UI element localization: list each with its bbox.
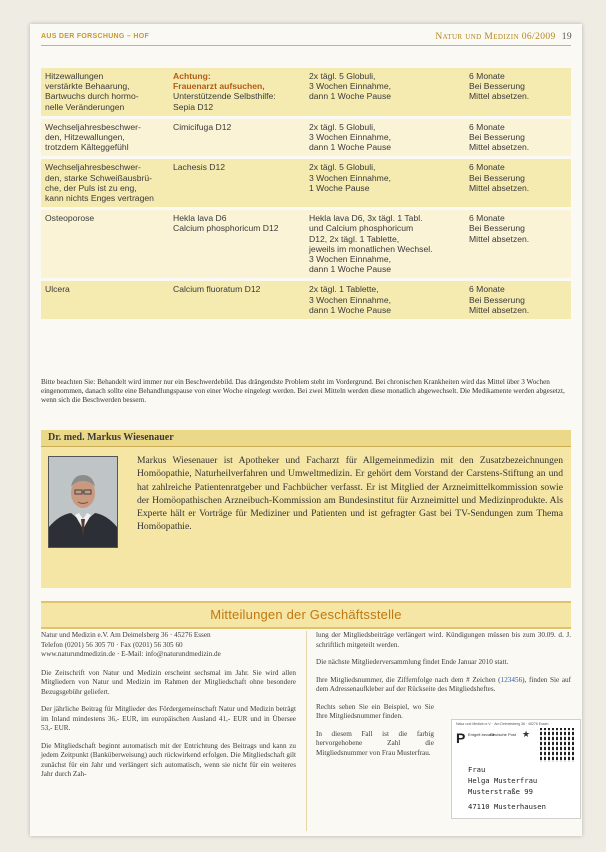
cell-line: 2x tägl. 5 Globuli, bbox=[309, 71, 376, 81]
recipient-address bbox=[468, 764, 546, 812]
cell-line: dann 1 Woche Pause bbox=[309, 91, 392, 102]
cell-line: verstärkte Behaarung, bbox=[45, 81, 130, 92]
cell-line: den, Hitzewallungen, bbox=[45, 132, 125, 143]
recipient-line: Helga Musterfrau bbox=[468, 776, 538, 785]
sender-line: Natur und Medizin e.V. · Am Deimelsberg 36 · 45276 Essen bbox=[456, 722, 549, 726]
cell-line: Wechseljahresbeschwer- bbox=[45, 121, 141, 132]
cell-line: Bei Besserung bbox=[469, 294, 525, 305]
cell-line: 6 Monate bbox=[469, 71, 505, 81]
recipient-line: Musterstraße 99 bbox=[468, 787, 533, 796]
cell-line: 3 Wochen Einnahme, bbox=[309, 172, 392, 183]
cell-line: Cimicifuga D12 bbox=[173, 121, 232, 132]
dosage-cell bbox=[305, 158, 465, 209]
cell-line: Mittel absetzen. bbox=[469, 233, 530, 244]
address-line: Natur und Medizin e.V. Am Deimelsberg 36 · 45276 Essen bbox=[41, 631, 211, 639]
cell-line: Mittel absetzen. bbox=[469, 182, 530, 193]
cell-line: 3 Wochen Einnahme, bbox=[309, 294, 392, 305]
example-text bbox=[316, 703, 434, 759]
table-row bbox=[41, 280, 571, 321]
remedy-table bbox=[41, 68, 571, 322]
info-paragraph: Die nächste Mitgliederversammlung findet Ende Januar 2010 statt. bbox=[316, 658, 509, 666]
condition-cell bbox=[41, 209, 169, 280]
cell-line: Hekla lava D6 bbox=[173, 213, 227, 224]
post-horn-icon: ★ bbox=[522, 729, 531, 739]
cell-line: Bei Besserung bbox=[469, 132, 525, 143]
treatment-note: Bitte beachten Sie: Behandelt wird immer nur ein Beschwerdebild. Das drängendste Problem steht im Vordergrund. Bei chronischen Krankheiten wird das Mittel über 3 Wochen eingenommen, danach sollte eine Behandlungspause von einer Woche eingelegt werden. Bei zwei Mitteln werden diese monatlich abgewechselt. Die Medikamente werden abgesetzt, wenn sich die Beschwerden bessern. bbox=[41, 378, 565, 405]
cell-line: Calcium phosphoricum D12 bbox=[173, 223, 279, 234]
cell-line: 2x tägl. 1 Tablette, bbox=[309, 284, 379, 295]
magazine-page bbox=[30, 24, 582, 836]
cell-line: Frauenarzt aufsuchen, bbox=[173, 81, 265, 92]
header-rule bbox=[41, 45, 571, 46]
postage-mark: P bbox=[456, 730, 466, 746]
cell-line: 1 Woche Pause bbox=[309, 182, 370, 193]
info-paragraph: In diesem Fall ist die farbig hervorgehobene Zahl die Mitgliedsnummer von Frau Musterfrau. bbox=[316, 729, 434, 757]
cell-line: Hitzewallungen bbox=[45, 71, 104, 81]
remedy-cell bbox=[169, 280, 305, 321]
qr-code-overlay bbox=[540, 728, 574, 762]
duration-cell bbox=[465, 280, 571, 321]
column-divider bbox=[306, 631, 307, 831]
cell-line: und Calcium phosphoricum bbox=[309, 223, 414, 234]
cell-line: Unterstützende Selbsthilfe: bbox=[173, 91, 276, 102]
dosage-cell bbox=[305, 117, 465, 158]
cell-line: 2x tägl. 5 Globuli, bbox=[309, 121, 376, 132]
cell-line: Achtung: bbox=[173, 71, 211, 81]
cell-line: Bei Besserung bbox=[469, 172, 525, 183]
condition-cell bbox=[41, 158, 169, 209]
duration-cell bbox=[465, 209, 571, 280]
cell-line: 6 Monate bbox=[469, 121, 505, 132]
table-row bbox=[41, 209, 571, 280]
bio-title: Dr. med. Markus Wiesenauer bbox=[48, 432, 174, 443]
remedy-cell bbox=[169, 209, 305, 280]
bio-title-bar bbox=[41, 430, 571, 447]
cell-line: 2x tägl. 5 Globuli, bbox=[309, 162, 376, 173]
dosage-cell bbox=[305, 280, 465, 321]
cell-line: 6 Monate bbox=[469, 162, 505, 173]
cell-line: den, starke Schweißausbrü- bbox=[45, 172, 152, 183]
cell-line: 3 Wochen Einnahme, bbox=[309, 132, 392, 143]
cell-line: 6 Monate bbox=[469, 284, 505, 295]
info-paragraph: Ihre Mitgliedsnummer, die Ziffernfolge nach dem # Zeichen (123456), finden Sie auf dem Adressenaufkleber auf der Rückseite des Mitgliedsheftes. bbox=[316, 675, 572, 693]
bio-text: Markus Wiesenauer ist Apotheker und Facharzt für Allgemeinmedizin mit den Zusatzbezeichnungen Homöopathie, Naturheilverfahren und Umweltmedizin. Er gehört dem Vorstand der Carstens-Stiftung an und hat zahlreiche Patientenratgeber und Fachbücher verfasst. Er ist Mitglied der Arzneimittelkommission sowie der Homöopathischen Arzneibuch-Kommission am Bundesinstitut für Arzneimittel und Medizinprodukte. Als Experte hält er Vorträge für Mediziner und Patienten und ist gefragter Gast bei TV-Sendungen zum Thema Homöopathie. bbox=[137, 455, 563, 533]
cell-line: Wechseljahresbeschwer- bbox=[45, 162, 141, 173]
member-number: 123456 bbox=[500, 675, 523, 684]
duration-cell bbox=[465, 158, 571, 209]
recipient-line: Frau bbox=[468, 765, 486, 774]
page-number: 19 bbox=[561, 32, 572, 42]
cell-line: Ulcera bbox=[45, 284, 70, 295]
table-row bbox=[41, 158, 571, 209]
recipient-city: 47110 Musterhausen bbox=[468, 802, 546, 811]
condition-cell bbox=[41, 117, 169, 158]
cell-line: Lachesis D12 bbox=[173, 162, 226, 173]
cell-line: Mittel absetzen. bbox=[469, 142, 530, 153]
info-paragraph: Rechts sehen Sie ein Beispiel, wo Sie Ihre Mitgliedsnummer finden. bbox=[316, 702, 434, 720]
info-paragraph: Die Mitgliedschaft beginnt automatisch mit der Entrichtung des Beitrags und kann zu jedem Zeitpunkt (Banküberweisung) auch rückwirkend erfolgen. Die Mitgliedschaft gilt zunächst für ein Jahr und verlängert sich automatisch, wenn sie nicht für ein weiteres Jahr durch Zah- bbox=[41, 741, 296, 778]
author-photo bbox=[48, 456, 118, 548]
address-line: Telefon (0201) 56 305 70 · Fax (0201) 56 305 60 bbox=[41, 640, 183, 649]
cell-line: 3 Wochen Einnahme, bbox=[309, 254, 392, 265]
postage-text: Entgelt bezahlt bbox=[468, 732, 495, 737]
magazine-name: Natur und Medizin 06/2009 bbox=[435, 32, 556, 42]
dosage-cell bbox=[305, 68, 465, 117]
section-title: Mitteilungen der Geschäftsstelle bbox=[210, 607, 402, 622]
cell-line: Osteoporose bbox=[45, 213, 95, 224]
condition-cell bbox=[41, 280, 169, 321]
duration-cell bbox=[465, 117, 571, 158]
cell-line: Calcium fluoratum D12 bbox=[173, 284, 261, 295]
cell-line: 6 Monate bbox=[469, 213, 505, 224]
remedy-cell bbox=[169, 117, 305, 158]
cell-line: nelle Veränderungen bbox=[45, 101, 125, 112]
table-row bbox=[41, 68, 571, 117]
info-paragraph: lung der Mitgliedsbeiträge verlängert wird. Kündigungen müssen bis zum 30.09. d. J. schriftlich mitgeteilt werden. bbox=[316, 631, 571, 649]
duration-cell bbox=[465, 68, 571, 117]
carrier-name: Deutsche Post bbox=[490, 732, 517, 737]
magazine-title bbox=[435, 32, 572, 42]
cell-line: Sepia D12 bbox=[173, 101, 214, 112]
address-line: www.naturundmedizin.de · E-Mail: info@naturundmedizin.de bbox=[41, 650, 221, 658]
info-paragraph: Der jährliche Beitrag für Mitglieder des Fördergemeinschaft Natur und Medizin beträgt im Inland mindestens 36,- EUR, im europäischen Ausland 41,- EUR und in Übersee 53,- EUR. bbox=[41, 705, 296, 732]
cell-line: jeweils im monatlichen Wechsel. bbox=[309, 243, 433, 254]
cell-line: Bei Besserung bbox=[469, 81, 525, 92]
cell-line: D12, 2x tägl. 1 Tablette, bbox=[309, 233, 400, 244]
cell-line: dann 1 Woche Pause bbox=[309, 142, 392, 153]
cell-line: Bei Besserung bbox=[469, 223, 525, 234]
info-paragraph: Die Zeitschrift von Natur und Medizin erscheint sechsmal im Jahr. Sie wird allen Mitgliedern von Natur und Medizin im Rahmen der Mitgliedschaft ohne besondere Bezugsgebühr geliefert. bbox=[41, 668, 296, 696]
table-row bbox=[41, 117, 571, 158]
cell-line: kann nichts Enges vertragen bbox=[45, 193, 154, 204]
author-bio-box bbox=[41, 430, 571, 588]
remedy-cell bbox=[169, 68, 305, 117]
cell-line: dann 1 Woche Pause bbox=[309, 264, 392, 275]
remedy-cell bbox=[169, 158, 305, 209]
cell-line: 3 Wochen Einnahme, bbox=[309, 81, 392, 92]
cell-line: Hekla lava D6, 3x tägl. 1 Tabl. bbox=[309, 213, 423, 224]
office-address bbox=[41, 631, 296, 660]
cell-line: dann 1 Woche Pause bbox=[309, 304, 392, 315]
page-header bbox=[30, 24, 582, 52]
cell-line: trotzdem Kälteggefühl bbox=[45, 142, 129, 153]
section-label: AUS DER FORSCHUNG – HOF bbox=[41, 33, 150, 40]
mailing-label bbox=[451, 719, 581, 819]
left-column bbox=[41, 631, 296, 788]
dosage-cell bbox=[305, 209, 465, 280]
cell-line: che, der Puls ist zu eng, bbox=[45, 182, 137, 193]
section-banner bbox=[41, 601, 571, 629]
cell-line: Bartwuchs durch hormo- bbox=[45, 91, 139, 102]
cell-line: Mittel absetzen. bbox=[469, 304, 530, 315]
cell-line: Mittel absetzen. bbox=[469, 91, 530, 102]
condition-cell bbox=[41, 68, 169, 117]
